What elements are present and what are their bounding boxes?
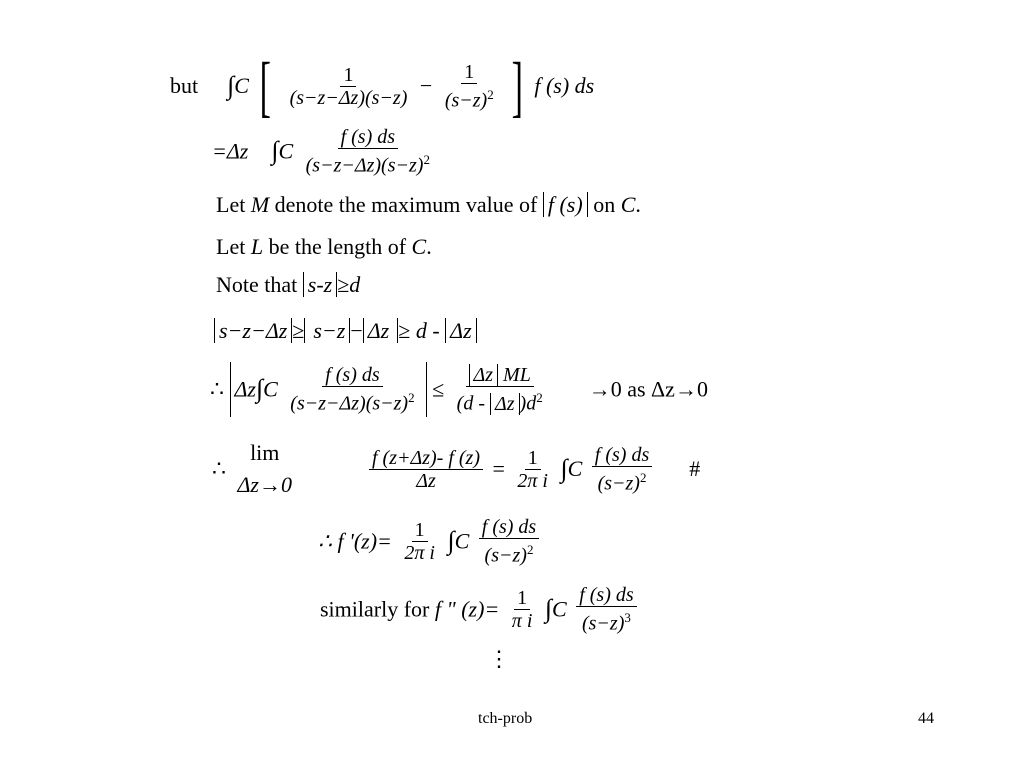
therefore-symbol: ∴ [210, 376, 224, 402]
text-line-length: Let L be the length of C. [216, 234, 432, 259]
page-number: 44 [918, 710, 934, 727]
integrand-fraction: $\frac{f (s) ds}{(s-z)^2}$ [479, 516, 539, 567]
fraction [303, 126, 433, 177]
integral-sign: ∫ [560, 454, 568, 483]
limit-operator: lim Δz→0 [237, 440, 292, 497]
right-bracket: ] [511, 48, 524, 124]
eq-line-first-derivative: ∴ f '(z)= $\frac{1}{\text{2π i}}$ ∫C $\frac{f (s) ds}{(s-z)^2}$ [318, 516, 543, 567]
eq-line-1 [170, 48, 595, 124]
symbol-m: M [250, 192, 270, 217]
fraction-2-den: $(s-z)^2$ [444, 86, 494, 112]
difference-quotient: $\frac{f (z+\Delta z)- f (z)}{\Delta z}$ [369, 447, 483, 492]
constant-fraction: $\frac{1}{\text{π i}}$ [511, 586, 533, 632]
delta-z-lead: =Δz [212, 138, 249, 164]
fraction-num: f (s) ds [338, 126, 398, 149]
integral-sign: ∫ [447, 526, 455, 556]
fraction-2-num: 1 [461, 61, 477, 84]
fraction-1-num: 1 [340, 64, 356, 87]
eq-line-2 [212, 126, 437, 177]
text-line-max-value: Let M denote the maximum value of f (s) on C. [216, 192, 641, 217]
vertical-ellipsis: ⋮ [488, 646, 510, 671]
footer-title: tch-prob [478, 710, 533, 727]
abs-dz: Δz [445, 318, 476, 343]
but-text: but [170, 73, 199, 98]
constant-fraction: $\frac{1}{\text{2π i}}$ [517, 446, 548, 492]
fraction-1-den: (s−z−Δz)(s−z) [289, 86, 408, 109]
fraction-1 [287, 64, 411, 109]
integrand-tail: f (s) ds [534, 73, 595, 98]
symbol-l: L [250, 234, 264, 259]
eq-line-second-derivative: similarly for f " (z)= $\frac{1}{\text{π i}}$ ∫C $\frac{f (s) ds}{(s-z)^3}$ [320, 584, 641, 635]
text-line-note: Note that s-z ≥d [216, 272, 361, 297]
abs-s-minus-z: s-z [303, 272, 337, 297]
symbol-c: C [411, 234, 427, 259]
bound-fraction: $\frac{\text{Δz ML}}{(d - \Delta z )d^2}$ [456, 364, 543, 415]
integral-sign: ∫ [227, 71, 235, 100]
eq-line-derivative: ∴ lim Δz→0 $\frac{f (z+\Delta z)- f (z)}{\Delta z}$ = $\frac{1}{\text{2π i}}$ ∫C $\frac{f (s) ds}{(s-z)^2}$ # [212, 440, 701, 497]
left-bracket: [ [260, 48, 272, 124]
abs-f-s: f (s) [543, 192, 588, 217]
eq-line-triangle-inequality: s−z−Δz ≥ s−z − Δz ≥ d - Δz [214, 318, 477, 344]
therefore-symbol: ∴ [212, 456, 226, 481]
abs-outer: s−z − Δz [304, 318, 398, 343]
eq-line-bound [210, 362, 708, 417]
limit-arrow-text: →0 as Δz→0 [588, 376, 708, 402]
minus-sign: − [419, 73, 433, 98]
contour-c: C [278, 138, 294, 164]
integral-sign: ∫ [544, 594, 552, 624]
leq-symbol: ≤ [432, 376, 445, 402]
contour-c: C [234, 73, 249, 98]
symbol-c: C [620, 192, 636, 217]
constant-fraction: $\frac{1}{\text{2π i}}$ [404, 518, 435, 564]
integrand-fraction: $\frac{f (s) ds}{(s-z)^3}$ [576, 584, 636, 635]
integrand-fraction: $\frac{f (s) ds}{(s-z-\Delta z)(s-z)^2}$ [290, 364, 415, 415]
integrand-fraction: $\frac{f (s) ds}{(s-z)^2}$ [592, 444, 652, 495]
end-mark: # [689, 456, 701, 481]
abs-integral: Δz∫C $\frac{f (s) ds}{(s-z-\Delta z)(s-z)^2}$ [230, 362, 427, 417]
fraction-2 [442, 61, 497, 112]
abs-s-z-dz: s−z−Δz [214, 318, 292, 343]
integral-sign: ∫ [271, 136, 279, 166]
fraction-den: $(s-z-\Delta z)(s-z)^2$ [305, 152, 430, 177]
